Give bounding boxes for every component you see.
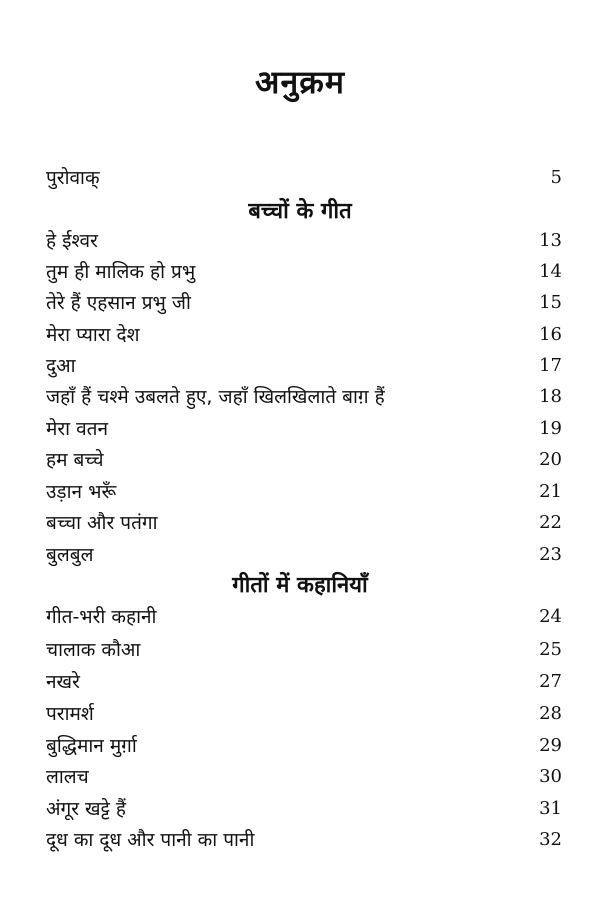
toc-entry-page: 24 [539,606,562,627]
toc-entry-page: 16 [539,324,562,345]
toc-entry-label: बुलबुल [46,544,94,566]
toc-entry [46,667,562,697]
toc-entry-label: तेरे हैं एहसान प्रभु जी [46,292,191,314]
page-title: अनुक्रम [255,63,345,101]
toc-entry [46,257,562,287]
toc-entry-label: जहाँ हैं चश्मे उबलते हुए, जहाँ खिलखिलाते बाग़ हैं [46,386,385,408]
toc-entry-page: 18 [539,386,562,407]
section-heading: गीतों में कहानियाँ [232,573,368,598]
toc-entry-page: 27 [539,671,562,692]
toc-entry-page: 29 [539,735,562,756]
toc-entry-page: 31 [539,798,562,819]
toc-entry [46,351,562,381]
toc-entry-label: पुरोवाक् [46,167,100,189]
toc-entry [46,635,562,665]
toc-entry [46,445,562,475]
toc-entry [46,731,562,761]
toc-entry-label: बुद्धिमान मुर्ग़ा [46,735,137,757]
toc-entry-label: दुआ [46,355,76,377]
toc-entry-page: 13 [539,230,562,251]
toc-entry-label: मेरा प्यारा देश [46,324,140,346]
toc-entry-label: परामर्श [46,703,94,725]
toc-entry [46,508,562,538]
toc-entry-label: हे ईश्वर [46,230,98,252]
toc-entry-label: तुम ही मालिक हो प्रभु [46,261,196,283]
toc-entry-preface [46,163,562,193]
section-heading: बच्चों के गीत [248,199,352,224]
toc-entry-page: 17 [539,355,562,376]
toc-entry-label: नखरे [46,671,80,693]
toc-entry-label: मेरा वतन [46,418,109,440]
toc-entry-label: हम बच्चे [46,449,104,471]
toc-entry-label: गीत-भरी कहानी [46,606,157,628]
toc-entry-page: 20 [539,449,562,470]
toc-entry-page: 19 [539,418,562,439]
toc-entry-label: बच्चा और पतंगा [46,512,158,534]
toc-entry [46,794,562,824]
toc-entry [46,540,562,570]
toc-entry [46,414,562,444]
toc-entry-page: 28 [539,703,562,724]
toc-entry-page: 21 [539,481,562,502]
toc-entry [46,699,562,729]
toc-entry-label: लालच [46,766,89,788]
toc-entry-label: उड़ान भरूँ [46,481,117,503]
toc-entry-page: 30 [539,766,562,787]
toc-entry-page: 5 [550,167,562,188]
toc-entry [46,226,562,256]
toc-entry [46,288,562,318]
toc-entry-page: 23 [539,544,562,565]
toc-entry [46,477,562,507]
toc-entry [46,382,562,412]
toc-entry-page: 22 [539,512,562,533]
toc-entry-page: 14 [539,261,562,282]
toc-entry [46,320,562,350]
toc-entry [46,602,562,632]
toc-entry-page: 15 [539,292,562,313]
toc-entry-page: 32 [539,829,562,850]
toc-entry-label: अंगूर खट्टे हैं [46,798,126,820]
toc-entry-label: दूध का दूध और पानी का पानी [46,829,255,851]
toc-entry [46,762,562,792]
toc-entry-label: चालाक कौआ [46,639,141,661]
toc-entry-page: 25 [539,639,562,660]
toc-entry [46,825,562,855]
